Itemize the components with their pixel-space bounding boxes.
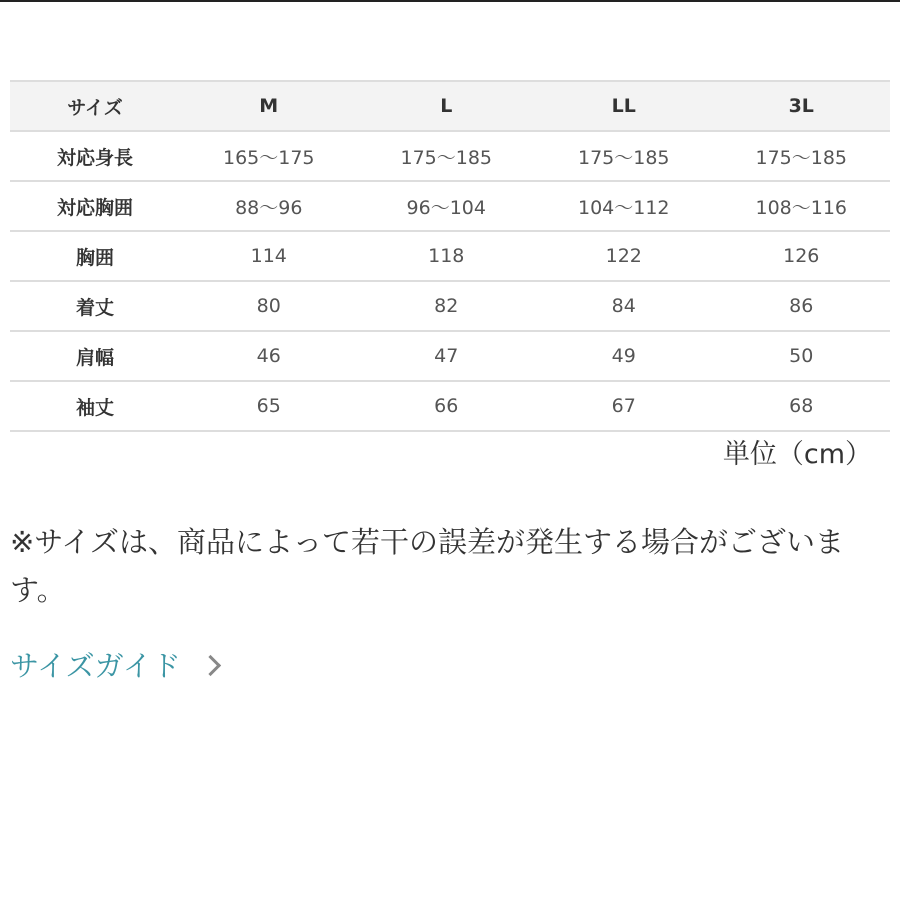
table-cell: 114 <box>180 231 358 281</box>
table-cell: 175〜185 <box>713 131 891 181</box>
table-cell: 165〜175 <box>180 131 358 181</box>
table-cell: 67 <box>535 381 713 431</box>
table-cell: 47 <box>358 331 536 381</box>
table-cell: 50 <box>713 331 891 381</box>
table-cell: 86 <box>713 281 891 331</box>
header-cell-3l: 3L <box>713 81 891 131</box>
table-cell: 104〜112 <box>535 181 713 231</box>
row-label: 対応身長 <box>10 131 180 181</box>
table-cell: 84 <box>535 281 713 331</box>
table-header-row <box>10 81 890 131</box>
table-cell: 126 <box>713 231 891 281</box>
table-row <box>10 281 890 331</box>
header-cell-m: M <box>180 81 358 131</box>
header-cell-l: L <box>358 81 536 131</box>
size-disclaimer-note: ※サイズは、商品によって若干の誤差が発生する場合がございます。 <box>10 525 844 607</box>
row-label: 胸囲 <box>10 231 180 281</box>
size-guide-link[interactable] <box>10 644 218 685</box>
top-divider <box>0 0 900 2</box>
table-cell: 80 <box>180 281 358 331</box>
row-label: 袖丈 <box>10 381 180 431</box>
table-cell: 175〜185 <box>535 131 713 181</box>
table-cell: 68 <box>713 381 891 431</box>
table-cell: 65 <box>180 381 358 431</box>
table-cell: 49 <box>535 331 713 381</box>
table-cell: 118 <box>358 231 536 281</box>
size-guide-label: サイズガイド <box>10 649 181 683</box>
table-cell: 175〜185 <box>358 131 536 181</box>
row-label: 肩幅 <box>10 331 180 381</box>
row-label: 着丈 <box>10 281 180 331</box>
table-row <box>10 381 890 431</box>
table-cell: 122 <box>535 231 713 281</box>
table-row <box>10 231 890 281</box>
unit-label: 単位（cm） <box>722 439 872 470</box>
table-cell: 108〜116 <box>713 181 891 231</box>
table-cell: 96〜104 <box>358 181 536 231</box>
table-row <box>10 131 890 181</box>
table-cell: 82 <box>358 281 536 331</box>
chevron-right-icon <box>200 655 221 676</box>
row-label: 対応胸囲 <box>10 181 180 231</box>
table-cell: 66 <box>358 381 536 431</box>
header-cell-size: サイズ <box>10 81 180 131</box>
header-cell-ll: LL <box>535 81 713 131</box>
table-row <box>10 181 890 231</box>
table-row <box>10 331 890 381</box>
table-cell: 46 <box>180 331 358 381</box>
size-chart-table <box>10 80 890 432</box>
table-cell: 88〜96 <box>180 181 358 231</box>
